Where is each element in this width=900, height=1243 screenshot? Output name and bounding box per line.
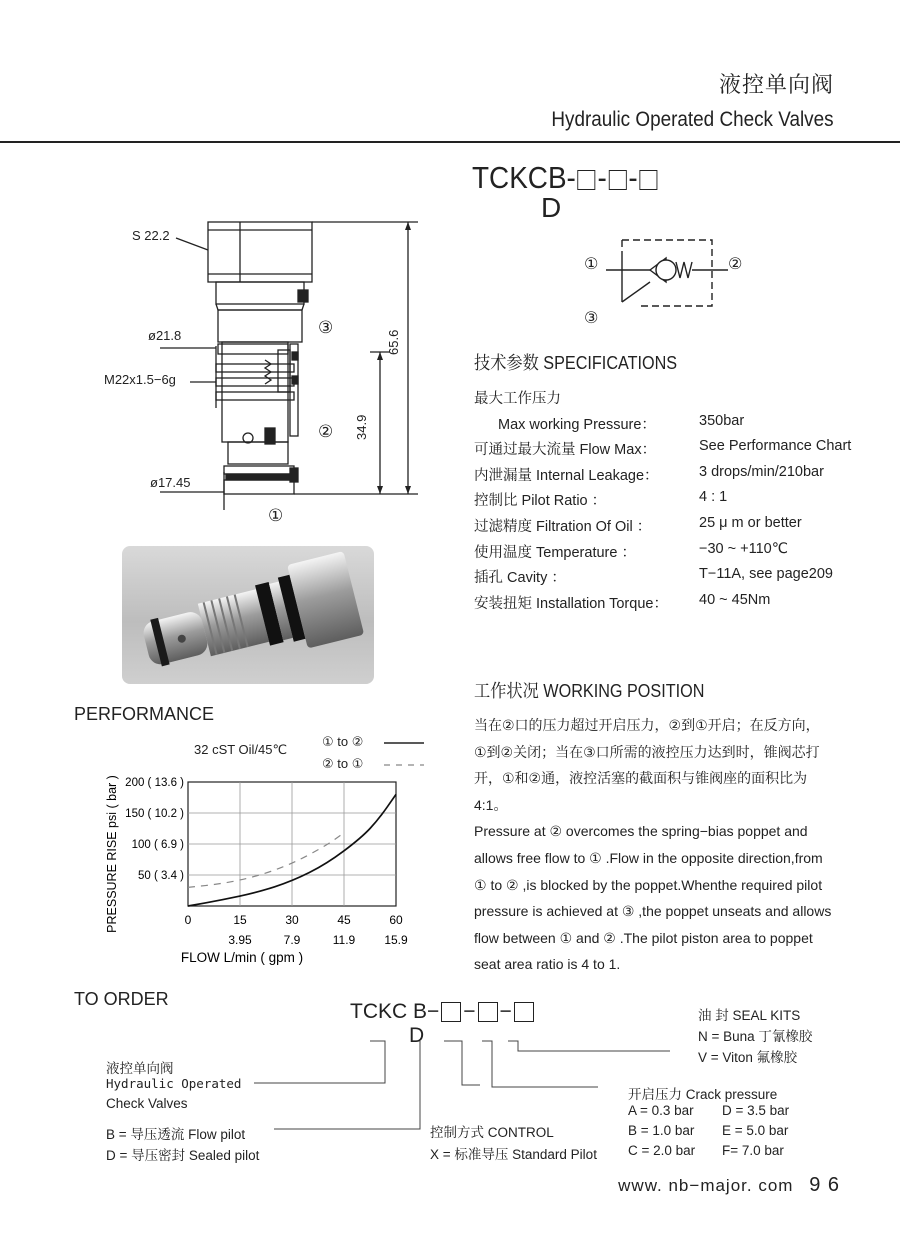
x-tick-gpm-label: 15.9 bbox=[384, 933, 408, 947]
spec-label: 过滤精度 Filtration Of Oil ： bbox=[474, 519, 652, 535]
placeholder-box bbox=[478, 1002, 498, 1022]
spec-value: 3 drops/min/210bar bbox=[699, 463, 824, 480]
spec-label: 插孔 Cavity ： bbox=[474, 570, 566, 587]
dim-total-length: 65.6 bbox=[386, 329, 401, 355]
working-title: 工作状况 WORKING POSITION bbox=[474, 681, 705, 701]
working-line: flow between ① and ② .The pilot piston area to poppet bbox=[474, 929, 813, 946]
order-code-sep: − bbox=[463, 1000, 476, 1023]
crack-option: B = 1.0 bar bbox=[628, 1123, 695, 1138]
port-2-label: ② bbox=[318, 422, 334, 441]
order-leader-lines bbox=[250, 1035, 680, 1135]
x-tick-gpm-label: 11.9 bbox=[332, 933, 356, 947]
header-rule bbox=[0, 141, 900, 143]
header-title-en: Hydraulic Operated Check Valves bbox=[551, 108, 834, 131]
placeholder-box bbox=[578, 170, 596, 190]
dim-thread: M22x1.5−6g bbox=[104, 372, 176, 387]
placeholder-box bbox=[609, 170, 627, 190]
working-line: 开，①和②通，液控活塞的截面积与锥阀座的面积比为 bbox=[474, 770, 808, 787]
spec-label: 安装扭矩 Installation Torque： bbox=[474, 595, 668, 612]
spec-label: 最大工作压力 bbox=[474, 391, 561, 407]
placeholder-box bbox=[441, 1002, 461, 1022]
port-3-label: ③ bbox=[318, 318, 334, 337]
y-tick-label: 150 ( 10.2 ) bbox=[125, 808, 184, 820]
series-2-to-1-line bbox=[188, 833, 344, 888]
symbol-port-3: ③ bbox=[584, 310, 599, 327]
crack-option: F= 7.0 bar bbox=[722, 1143, 784, 1158]
order-code-d: D bbox=[409, 1024, 425, 1047]
order-code bbox=[350, 1000, 536, 1024]
working-line: 当在②口的压力超过开启压力，②到①开启；在反方向， bbox=[474, 717, 820, 733]
dim-dia1: ø21.8 bbox=[148, 328, 182, 343]
legend-2-to-1: ② to ① bbox=[322, 756, 364, 771]
legend-lines bbox=[380, 734, 430, 774]
model-dash: - bbox=[628, 160, 638, 195]
footer bbox=[618, 1174, 840, 1197]
working-line: allows free flow to ① .Flow in the opposite direction,from bbox=[474, 850, 823, 866]
x-axis-label: FLOW L/min ( gpm ) bbox=[180, 950, 304, 965]
family-cn: 液控单向阀 bbox=[106, 1061, 174, 1076]
spec-value: 350bar bbox=[699, 412, 745, 429]
spec-label: 控制比 Pilot Ratio ： bbox=[474, 493, 607, 510]
spec-value: 25 μ m or better bbox=[699, 515, 802, 531]
x-tick-label: 0 bbox=[184, 913, 192, 927]
y-tick-label: 200 ( 13.6 ) bbox=[125, 777, 184, 789]
model-code bbox=[472, 160, 659, 196]
x-tick-label: 15 bbox=[233, 913, 247, 927]
hydraulic-symbol bbox=[600, 232, 743, 322]
port-1-label: ① bbox=[268, 506, 284, 525]
option-b: B = 导压透流 Flow pilot bbox=[106, 1127, 246, 1142]
seal-n: N = Buna 丁氰橡胶 bbox=[698, 1029, 813, 1044]
specs-title: 技术参数 SPECIFICATIONS bbox=[474, 353, 678, 373]
model-dash: - bbox=[597, 160, 607, 195]
x-tick-gpm-label: 7.9 bbox=[283, 933, 301, 947]
performance-title: PERFORMANCE bbox=[74, 704, 215, 724]
model-prefix: TCKCB- bbox=[472, 160, 576, 195]
performance-chart bbox=[60, 770, 440, 990]
crack-option: E = 5.0 bar bbox=[722, 1123, 789, 1138]
spec-label: Max working Pressure： bbox=[498, 416, 656, 433]
crack-option: C = 2.0 bar bbox=[628, 1143, 696, 1158]
y-tick-label: 50 ( 3.4 ) bbox=[137, 870, 184, 882]
x-tick-label: 45 bbox=[337, 913, 351, 927]
model-sub: D bbox=[541, 192, 562, 223]
working-line: ①到②关闭；当在③口所需的液控压力达到时，锥阀芯打 bbox=[474, 743, 820, 760]
spec-value: −30 ~ +110℃ bbox=[699, 540, 788, 557]
dim-part-length: 34.9 bbox=[354, 414, 369, 440]
order-code-sep: − bbox=[499, 1000, 512, 1023]
order-code-prefix: TCKC B− bbox=[350, 1000, 440, 1023]
x-tick-label: 30 bbox=[285, 913, 299, 927]
placeholder-box bbox=[639, 170, 657, 190]
crack-option: D = 3.5 bar bbox=[722, 1103, 790, 1118]
dim-dia2: ø17.45 bbox=[150, 475, 191, 490]
option-d: D = 导压密封 Sealed pilot bbox=[106, 1148, 260, 1163]
y-axis-label: PRESSURE RISE psi ( bar ) bbox=[105, 775, 119, 933]
x-tick-label: 60 bbox=[389, 913, 403, 927]
dim-hex: S 22.2 bbox=[132, 228, 170, 243]
family-en-2: Check Valves bbox=[106, 1096, 188, 1111]
crack-option: A = 0.3 bar bbox=[628, 1103, 694, 1118]
working-line: pressure is achieved at ③ ,the poppet unseats and allows bbox=[474, 903, 832, 920]
symbol-port-2: ② bbox=[728, 256, 743, 273]
crack-title: 开启压力 Crack pressure bbox=[628, 1087, 778, 1102]
seal-v: V = Viton 氟橡胶 bbox=[698, 1050, 798, 1065]
y-tick-label: 100 ( 6.9 ) bbox=[131, 839, 184, 851]
symbol-port-1: ① bbox=[584, 256, 599, 273]
page-number: 9 6 bbox=[809, 1174, 840, 1196]
spec-label: 内泄漏量 Internal Leakage： bbox=[474, 467, 659, 484]
x-tick-gpm-label: 3.95 bbox=[228, 933, 252, 947]
seal-title: 油 封 SEAL KITS bbox=[698, 1008, 801, 1023]
working-line: seat area ratio is 4 to 1. bbox=[474, 956, 621, 973]
control-title: 控制方式 CONTROL bbox=[430, 1125, 554, 1140]
legend-1-to-2: ① to ② bbox=[322, 734, 364, 749]
spec-value: 4 : 1 bbox=[699, 489, 728, 506]
family-en-1: Hydraulic Operated bbox=[106, 1076, 242, 1091]
product-photo bbox=[122, 546, 374, 684]
working-line: 4:1。 bbox=[474, 796, 508, 813]
control-x: X = 标准导压 Standard Pilot bbox=[430, 1147, 597, 1162]
footer-site: www. nb−major. com bbox=[618, 1176, 794, 1195]
order-title: TO ORDER bbox=[74, 989, 169, 1009]
spec-label: 使用温度 Temperature ： bbox=[474, 544, 636, 561]
spec-label: 可通过最大流量 Flow Max： bbox=[474, 442, 657, 459]
spec-value: See Performance Chart bbox=[699, 438, 852, 455]
spec-value: 40 ~ 45Nm bbox=[699, 591, 771, 608]
placeholder-box bbox=[514, 1002, 534, 1022]
working-line: ① to ② ,is blocked by the poppet.Whenthe required pilot bbox=[474, 876, 823, 893]
oil-condition: 32 cST Oil/45℃ bbox=[194, 742, 288, 757]
spec-value: T−11A, see page209 bbox=[699, 566, 833, 583]
header-title-cn: 液控单向阀 bbox=[718, 72, 834, 97]
working-line: Pressure at ② overcomes the spring−bias poppet and bbox=[474, 823, 808, 840]
